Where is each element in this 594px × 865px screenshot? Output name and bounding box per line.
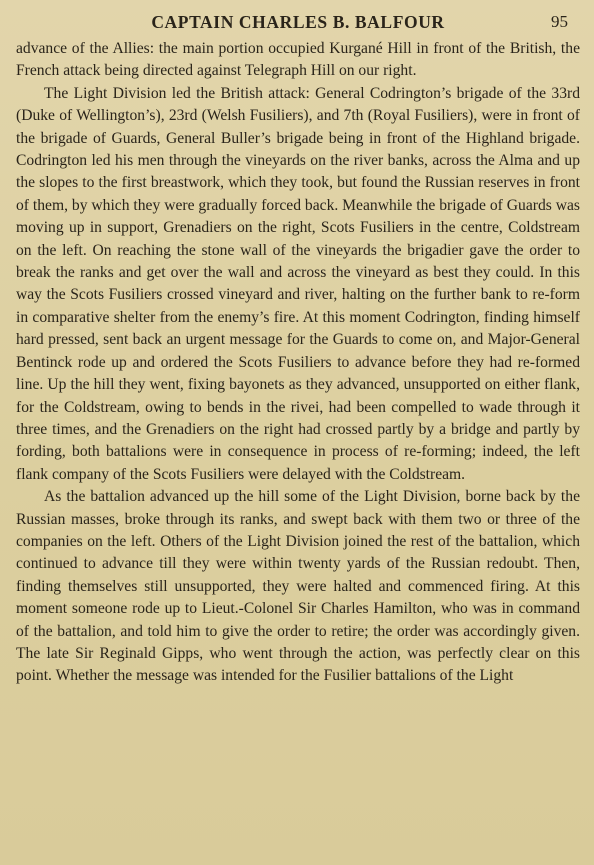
body-text bbox=[16, 38, 580, 688]
paragraph-2: The Light Division led the British attack: General Codrington’s brigade of the 33rd (Duke of Wellington’s), 23rd (Welsh Fusiliers), and 7th (Royal Fusiliers), were in front of the brigade of Guards, General Buller’s brigade being in front of the Highland brigade. Codrington led his men through the vineyards on the river banks, across the Alma and up the slopes to the first breastwork, which they took, but found the Russian reserves in front of them, by which they were gradually forced back. Meanwhile the brigade of Guards was moving up in support, Grenadiers on the right, Scots Fusiliers in the centre, Coldstream on the left. On reaching the stone wall of the vineyards the brigadier gave the order to break the ranks and get over the wall and across the vineyard as best they could. In this way the Scots Fusiliers crossed vineyard and river, halting on the further bank to re-form in comparative shelter from the enemy’s fire. At this moment Codrington, finding himself hard pressed, sent back an urgent message for the Guards to come on, and Major-General Bentinck rode up and ordered the Scots Fusiliers to advance before they had re-formed line. Up the hill they went, fixing bayonets as they advanced, unsupported on either flank, for the Coldstream, owing to bends in the rivei, had been compelled to wade through it three times, and the Grenadiers on the right had crossed partly by a bridge and partly by fording, both battalions were in consequence in process of re-forming; indeed, the left flank company of the Scots Fusiliers were delayed with the Coldstream. bbox=[16, 84, 580, 483]
running-head bbox=[16, 8, 580, 36]
paragraph-1: advance of the Allies: the main portion occupied Kurgané Hill in front of the British, the French attack being directed against Telegraph Hill on our right. bbox=[16, 40, 580, 80]
page-number: 95 bbox=[551, 12, 568, 31]
paragraph-3: As the battalion advanced up the hill some of the Light Division, borne back by the Russian masses, broke through its ranks, and swept back with them two or three of the companies on the left. Others of the Light Division joined the rest of the battalion, which continued to advance till they were within twenty yards of the Russian redoubt. Then, finding themselves still unsupported, they were halted and commenced firing. At this moment someone rode up to Lieut.-Colonel Sir Charles Hamilton, who was in command of the battalion, and told him to give the order to retire; the order was accordingly given. The late Sir Reginald Gipps, who went through the action, was perfectly clear on this point. Whether the message was intended for the Fusilier battalions of the Light bbox=[16, 488, 580, 685]
running-title: CAPTAIN CHARLES B. BALFOUR bbox=[151, 12, 445, 32]
